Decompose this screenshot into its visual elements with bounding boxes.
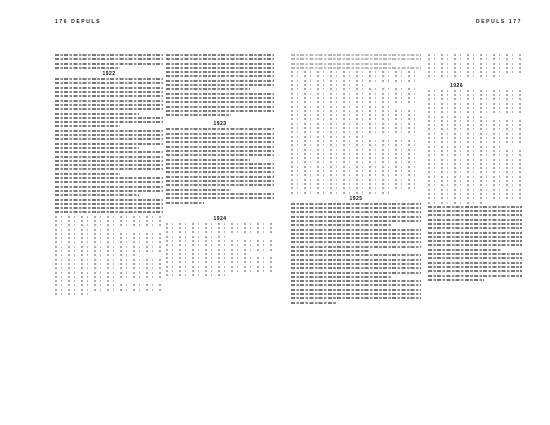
text-line bbox=[291, 302, 337, 304]
text-line bbox=[291, 63, 392, 65]
text-line bbox=[291, 110, 421, 112]
text-line bbox=[166, 154, 274, 156]
text-line bbox=[55, 211, 163, 213]
text-column-3 bbox=[291, 54, 421, 306]
text-line bbox=[291, 276, 392, 278]
text-line bbox=[166, 266, 274, 268]
text-line bbox=[291, 84, 369, 86]
text-line bbox=[166, 58, 274, 60]
text-line bbox=[166, 97, 274, 99]
text-line bbox=[428, 141, 522, 143]
right-page-running-head: DEPULS 177 bbox=[475, 19, 522, 25]
text-line bbox=[428, 58, 522, 60]
text-line bbox=[291, 250, 369, 252]
text-line bbox=[55, 293, 93, 295]
text-line bbox=[55, 78, 163, 80]
text-line bbox=[55, 207, 163, 209]
text-line bbox=[55, 284, 163, 286]
text-line bbox=[166, 244, 274, 246]
text-line bbox=[291, 233, 421, 235]
text-line bbox=[428, 163, 522, 165]
text-line bbox=[166, 93, 274, 95]
text-line bbox=[55, 160, 163, 162]
text-line bbox=[428, 236, 522, 238]
text-line bbox=[291, 179, 421, 181]
text-line bbox=[55, 220, 163, 222]
text-line bbox=[428, 128, 522, 130]
text-line bbox=[166, 227, 274, 229]
text-line bbox=[291, 241, 421, 243]
text-line bbox=[166, 63, 274, 65]
text-line bbox=[428, 244, 522, 246]
text-line bbox=[428, 223, 522, 225]
text-line bbox=[166, 71, 274, 73]
text-line bbox=[428, 176, 522, 178]
text-line bbox=[166, 202, 204, 204]
text-line bbox=[291, 106, 392, 108]
text-line bbox=[291, 220, 421, 222]
text-line bbox=[55, 130, 163, 132]
text-line bbox=[166, 184, 274, 186]
text-line bbox=[55, 276, 163, 278]
text-line bbox=[291, 192, 392, 194]
text-line bbox=[428, 133, 522, 135]
text-line bbox=[428, 232, 522, 234]
text-line bbox=[428, 279, 484, 281]
text-line bbox=[166, 54, 274, 56]
text-line bbox=[166, 197, 274, 199]
text-line bbox=[428, 184, 522, 186]
text-line bbox=[55, 190, 163, 192]
text-column-4 bbox=[428, 54, 522, 283]
text-line bbox=[55, 194, 139, 196]
text-line bbox=[166, 176, 274, 178]
text-line bbox=[55, 117, 163, 119]
text-line bbox=[55, 151, 163, 153]
text-line bbox=[428, 111, 522, 113]
text-line bbox=[428, 98, 522, 100]
text-line bbox=[55, 108, 163, 110]
text-line bbox=[166, 110, 274, 112]
text-line bbox=[55, 121, 163, 123]
text-line bbox=[291, 58, 421, 60]
text-line bbox=[291, 153, 421, 155]
text-line bbox=[428, 167, 522, 169]
text-line bbox=[291, 246, 421, 248]
text-line bbox=[55, 272, 163, 274]
text-line bbox=[291, 136, 369, 138]
text-line bbox=[166, 128, 274, 130]
text-line bbox=[55, 113, 139, 115]
text-line bbox=[428, 54, 522, 56]
text-line bbox=[428, 120, 522, 122]
text-line bbox=[428, 197, 522, 199]
text-line bbox=[291, 118, 421, 120]
text-line bbox=[166, 193, 274, 195]
text-line bbox=[166, 236, 231, 238]
text-line bbox=[428, 253, 522, 255]
text-line bbox=[55, 250, 163, 252]
text-line bbox=[166, 88, 250, 90]
year-heading: 1924 bbox=[213, 215, 227, 222]
text-line bbox=[291, 224, 392, 226]
text-line bbox=[428, 137, 522, 139]
text-line bbox=[291, 267, 421, 269]
text-line bbox=[291, 88, 421, 90]
text-line bbox=[291, 71, 421, 73]
text-line bbox=[291, 284, 421, 286]
text-line bbox=[428, 189, 522, 191]
text-line bbox=[55, 91, 163, 93]
text-line bbox=[428, 219, 522, 221]
text-line bbox=[166, 75, 274, 77]
text-line bbox=[428, 240, 522, 242]
text-line bbox=[291, 280, 421, 282]
text-line bbox=[291, 211, 421, 213]
text-line bbox=[291, 97, 421, 99]
text-line bbox=[166, 114, 231, 116]
text-line bbox=[291, 174, 421, 176]
text-line bbox=[428, 266, 522, 268]
text-line bbox=[291, 101, 421, 103]
text-line bbox=[428, 206, 522, 208]
text-line bbox=[55, 259, 163, 261]
text-line bbox=[55, 254, 139, 256]
text-line bbox=[166, 80, 274, 82]
text-line bbox=[291, 123, 421, 125]
text-line bbox=[55, 125, 120, 127]
text-line bbox=[428, 154, 522, 156]
text-line bbox=[55, 289, 163, 291]
text-line bbox=[166, 146, 274, 148]
text-line bbox=[55, 63, 163, 65]
text-line bbox=[291, 207, 421, 209]
text-line bbox=[55, 241, 163, 243]
text-line bbox=[166, 84, 274, 86]
text-line bbox=[55, 246, 163, 248]
text-line bbox=[166, 67, 274, 69]
text-line bbox=[291, 237, 421, 239]
text-line bbox=[166, 101, 274, 103]
text-line bbox=[428, 262, 522, 264]
text-line bbox=[291, 140, 421, 142]
text-line bbox=[291, 259, 421, 261]
text-line bbox=[291, 114, 421, 116]
text-line bbox=[166, 150, 274, 152]
text-line bbox=[55, 233, 163, 235]
text-line bbox=[55, 216, 163, 218]
text-line bbox=[55, 87, 163, 89]
text-line bbox=[291, 127, 421, 129]
text-line bbox=[55, 82, 163, 84]
year-heading: 1925 bbox=[349, 195, 363, 202]
year-heading: 1923 bbox=[213, 121, 227, 128]
text-line bbox=[166, 163, 274, 165]
text-line bbox=[166, 253, 250, 255]
text-line bbox=[291, 263, 421, 265]
text-line bbox=[166, 240, 274, 242]
text-line bbox=[291, 144, 421, 146]
text-line bbox=[291, 216, 421, 218]
text-line bbox=[55, 177, 163, 179]
text-line bbox=[291, 131, 421, 133]
text-line bbox=[291, 170, 421, 172]
text-line bbox=[55, 280, 120, 282]
text-line bbox=[428, 107, 522, 109]
year-heading: 1926 bbox=[450, 82, 464, 89]
text-line bbox=[428, 257, 522, 259]
text-column-1 bbox=[55, 54, 163, 297]
text-line bbox=[428, 150, 522, 152]
text-line bbox=[291, 187, 421, 189]
text-line bbox=[55, 173, 120, 175]
text-line bbox=[428, 193, 522, 195]
text-line bbox=[166, 223, 274, 225]
text-line bbox=[55, 54, 163, 56]
text-line bbox=[428, 94, 522, 96]
year-heading: 1922 bbox=[102, 71, 116, 78]
text-line bbox=[55, 138, 163, 140]
text-line bbox=[166, 274, 231, 276]
text-line bbox=[291, 297, 421, 299]
text-line bbox=[428, 249, 501, 251]
text-line bbox=[55, 104, 163, 106]
text-line bbox=[55, 186, 163, 188]
text-line bbox=[291, 254, 421, 256]
text-line bbox=[291, 161, 421, 163]
text-line bbox=[55, 147, 139, 149]
text-line bbox=[55, 263, 163, 265]
text-line bbox=[166, 106, 274, 108]
text-line bbox=[428, 116, 484, 118]
text-line bbox=[291, 183, 421, 185]
text-line bbox=[428, 270, 522, 272]
text-line bbox=[291, 67, 421, 69]
text-line bbox=[55, 267, 163, 269]
text-line bbox=[291, 93, 421, 95]
text-line bbox=[166, 270, 274, 272]
text-line bbox=[428, 63, 522, 65]
text-line bbox=[55, 156, 163, 158]
text-line bbox=[166, 137, 274, 139]
text-line bbox=[166, 159, 250, 161]
text-line bbox=[55, 100, 163, 102]
text-line bbox=[428, 171, 522, 173]
text-line bbox=[428, 159, 522, 161]
text-line bbox=[55, 203, 163, 205]
text-line bbox=[291, 166, 421, 168]
text-line bbox=[428, 210, 522, 212]
text-line bbox=[166, 249, 274, 251]
text-line bbox=[166, 167, 274, 169]
text-line bbox=[166, 133, 274, 135]
text-line bbox=[55, 164, 163, 166]
text-line bbox=[55, 181, 163, 183]
text-line bbox=[291, 149, 421, 151]
text-line bbox=[291, 54, 421, 56]
text-line bbox=[291, 75, 421, 77]
text-line bbox=[291, 80, 421, 82]
text-line bbox=[55, 95, 163, 97]
text-line bbox=[428, 202, 484, 204]
text-line bbox=[55, 168, 163, 170]
left-page-running-head: 176 DEPULS bbox=[55, 19, 102, 25]
text-line bbox=[55, 67, 120, 69]
text-line bbox=[428, 90, 522, 92]
text-line bbox=[291, 157, 421, 159]
text-line bbox=[428, 75, 501, 77]
text-column-2 bbox=[166, 54, 274, 279]
text-line bbox=[55, 134, 163, 136]
text-line bbox=[428, 67, 522, 69]
text-line bbox=[428, 103, 522, 105]
text-line bbox=[166, 189, 231, 191]
text-line bbox=[428, 227, 522, 229]
text-line bbox=[55, 58, 163, 60]
text-line bbox=[428, 71, 522, 73]
text-line bbox=[291, 272, 421, 274]
text-line bbox=[55, 229, 120, 231]
text-line bbox=[166, 180, 274, 182]
text-line bbox=[166, 141, 274, 143]
text-line bbox=[428, 146, 501, 148]
text-line bbox=[291, 289, 421, 291]
text-line bbox=[428, 275, 522, 277]
text-line bbox=[55, 224, 163, 226]
text-line bbox=[428, 124, 522, 126]
text-line bbox=[428, 214, 522, 216]
text-line bbox=[428, 180, 522, 182]
text-line bbox=[55, 143, 163, 145]
text-line bbox=[55, 237, 163, 239]
text-line bbox=[291, 229, 421, 231]
text-line bbox=[166, 261, 274, 263]
text-line bbox=[166, 231, 274, 233]
text-line bbox=[55, 199, 163, 201]
text-line bbox=[291, 203, 421, 205]
text-line bbox=[166, 171, 274, 173]
text-line bbox=[291, 293, 421, 295]
text-line bbox=[166, 257, 274, 259]
